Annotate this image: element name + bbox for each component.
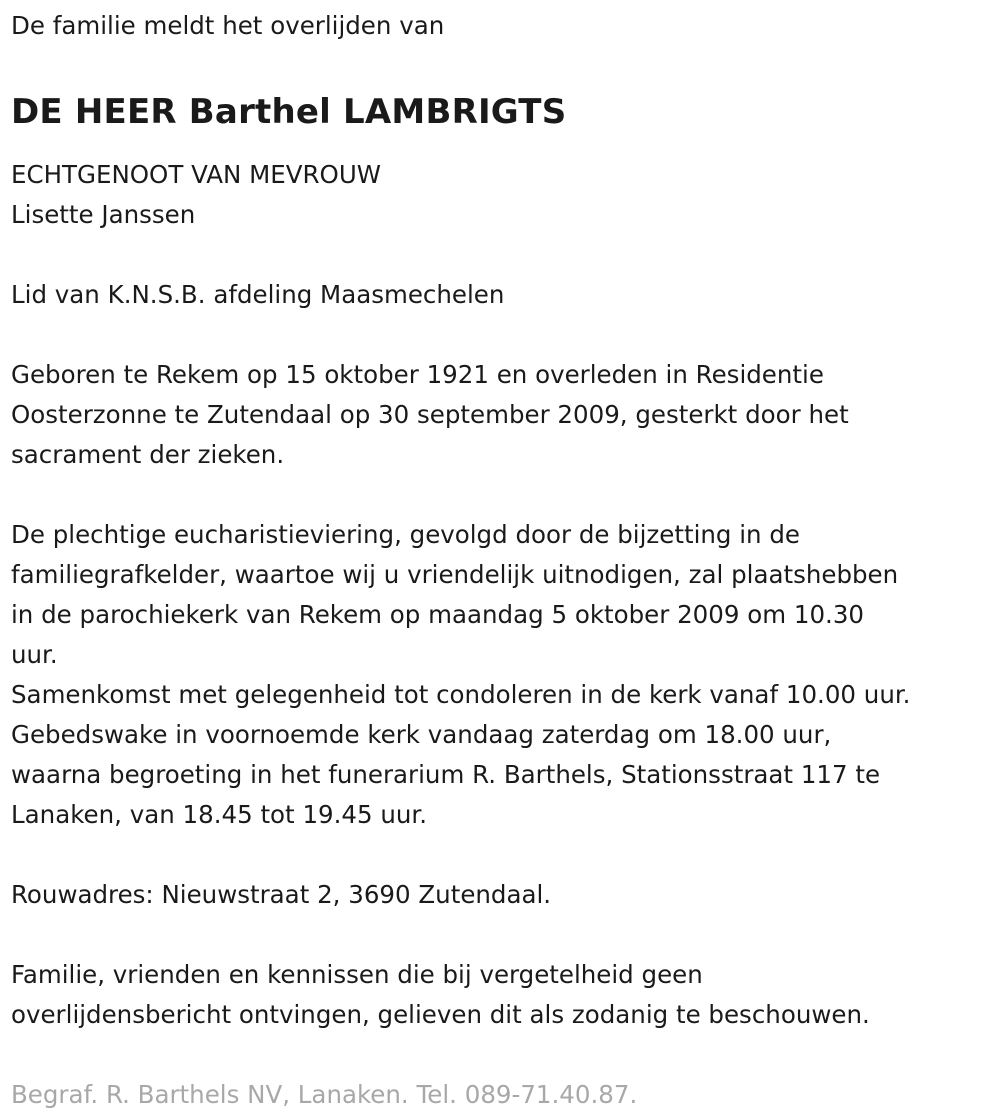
- ceremony-line: familiegrafkelder, waartoe wij u vriendelijk uitnodigen, zal plaatshebben: [11, 559, 899, 589]
- spouse-name: Lisette Janssen: [11, 199, 196, 229]
- condolence-line: Samenkomst met gelegenheid tot condoleren in de kerk vanaf 10.00 uur.: [11, 679, 911, 709]
- spouse-label: ECHTGENOOT VAN MEVROUW: [11, 159, 382, 189]
- closing-line: Familie, vrienden en kennissen die bij vergetelheid geen: [11, 959, 703, 989]
- vigil-line: waarna begroeting in het funerarium R. Barthels, Stationsstraat 117 te: [11, 759, 881, 789]
- vigil-line: Lanaken, van 18.45 tot 19.45 uur.: [11, 799, 428, 829]
- funeral-home-footer: Begraf. R. Barthels NV, Lanaken. Tel. 089-71.40.87.: [11, 1079, 638, 1109]
- ceremony-line: in de parochiekerk van Rekem op maandag 5 oktober 2009 om 10.30: [11, 599, 865, 629]
- death-notice: [11, 0, 996, 1115]
- deceased-name: DE HEER Barthel LAMBRIGTS: [11, 92, 567, 132]
- vigil-line: Gebedswake in voornoemde kerk vandaag zaterdag om 18.00 uur,: [11, 719, 832, 749]
- ceremony-line: uur.: [11, 639, 58, 669]
- closing-line: overlijdensbericht ontvingen, gelieven dit als zodanig te beschouwen.: [11, 999, 870, 1029]
- mourning-address: Rouwadres: Nieuwstraat 2, 3690 Zutendaal.: [11, 879, 552, 909]
- ceremony-paragraph: [11, 515, 996, 835]
- intro-text: De familie meldt het overlijden van: [11, 11, 445, 40]
- birth-death-line: Oosterzonne te Zutendaal op 30 september 2009, gesterkt door het: [11, 399, 849, 429]
- birth-death-line: sacrament der zieken.: [11, 439, 285, 469]
- birth-death-line: Geboren te Rekem op 15 oktober 1921 en overleden in Residentie: [11, 359, 824, 389]
- membership-text: Lid van K.N.S.B. afdeling Maasmechelen: [11, 279, 505, 309]
- ceremony-line: De plechtige eucharistieviering, gevolgd door de bijzetting in de: [11, 519, 800, 549]
- birth-death-paragraph: [11, 355, 996, 475]
- closing-paragraph: [11, 955, 996, 1035]
